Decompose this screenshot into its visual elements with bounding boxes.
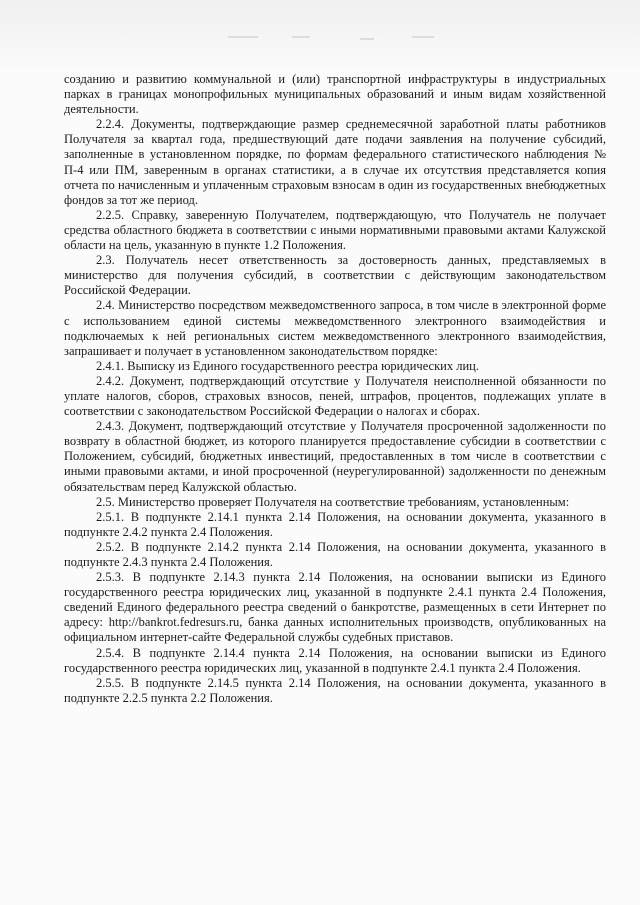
paragraph-2-4: 2.4. Министерство посредством межведомственного запроса, в том числе в электронной форме с использованием единой системы межведомственного электронного взаимодействия и подключаемых к ней региональных систем межведомственного электронного взаимодействия, запрашивает и получает в установленном законодательством порядке: xyxy=(64,298,606,358)
paragraph-2-5-2: 2.5.2. В подпункте 2.14.2 пункта 2.14 Положения, на основании документа, указанного в подпункте 2.4.3 пункта 2.4 Положения. xyxy=(64,539,606,569)
paragraph-2-2-4: 2.2.4. Документы, подтверждающие размер среднемесячной заработной платы работников Получателя за квартал года, предшествующий дате подачи заявления на получение субсидий, заполненные в установленном порядке, по формам федерального статистического наблюдения № П-4 или ПМ, заверенным в органах статистики, а в случае их отсутствия представляется копия отчета по начисленным и уплаченным страховым взносам в один из государственных внебюджетных фондов за тот же период. xyxy=(64,117,606,207)
scan-artifact xyxy=(412,36,434,38)
scan-header-area xyxy=(0,0,640,70)
paragraph-2-5: 2.5. Министерство проверяет Получателя на соответствие требованиям, установленным: xyxy=(96,494,570,509)
paragraph-2-5-4: 2.5.4. В подпункте 2.14.4 пункта 2.14 Положения, на основании выписки из Единого государственного реестра юридических лиц, указанной в подпункте 2.4.1 пункта 2.4 Положения. xyxy=(64,645,606,675)
paragraph-2-4-1: 2.4.1. Выписку из Единого государственного реестра юридических лиц. xyxy=(96,358,479,373)
paragraph-2-5-3: 2.5.3. В подпункте 2.14.3 пункта 2.14 Положения, на основании выписки из Единого государственного реестра юридических лиц, указанной в подпункте 2.4.1 пункта 2.4 Положения, сведений Единого федерального реестра сведений о банкротстве, размещенных в сети Интернет по адресу: http://bankrot.fedresurs.ru, банка данных исполнительных производств, опубликованных на официальном интернет-сайте Федеральной службы судебных приставов. xyxy=(64,570,606,645)
paragraph-continuation: созданию и развитию коммунальной и (или) транспортной инфраструктуры в индустриальных парках в границах монопрофильных муниципальных образований и иным видам хозяйственной деятельности. xyxy=(64,72,606,117)
paragraph-2-4-3: 2.4.3. Документ, подтверждающий отсутствие у Получателя просроченной задолженности по возврату в областной бюджет, из которого планируется предоставление субсидии в соответствии с Положением, субсидий, бюджетных инвестиций, предоставленных в том числе в соответствии с иными правовыми актами, и иной просроченной (неурегулированной) задолженности по денежным обязательствам перед Калужской областью. xyxy=(64,419,606,494)
document-body xyxy=(64,72,606,706)
paragraph-2-3: 2.3. Получатель несет ответственность за достоверность данных, представляемых в министерство для получения субсидий, в соответствии с действующим законодательством Российской Федерации. xyxy=(64,253,606,298)
scan-artifact xyxy=(292,36,310,38)
paragraph-2-5-5: 2.5.5. В подпункте 2.14.5 пункта 2.14 Положения, на основании документа, указанного в подпункте 2.2.5 пункта 2.2 Положения. xyxy=(64,675,606,705)
scan-artifact xyxy=(360,38,374,40)
paragraph-2-4-2: 2.4.2. Документ, подтверждающий отсутствие у Получателя неисполненной обязанности по уплате налогов, сборов, страховых взносов, пеней, штрафов, процентов, подлежащих уплате в соответствии с законодательством Российской Федерации о налогах и сборах. xyxy=(64,373,606,419)
paragraph-2-2-5: 2.2.5. Справку, заверенную Получателем, подтверждающую, что Получатель не получает средства областного бюджета в соответствии с иными нормативными правовыми актами Калужской области на цель, указанную в пункте 1.2 Положения. xyxy=(64,207,606,253)
paragraph-2-5-1: 2.5.1. В подпункте 2.14.1 пункта 2.14 Положения, на основании документа, указанного в подпункте 2.4.2 пункта 2.4 Положения. xyxy=(64,509,606,539)
scan-artifact xyxy=(228,36,258,38)
